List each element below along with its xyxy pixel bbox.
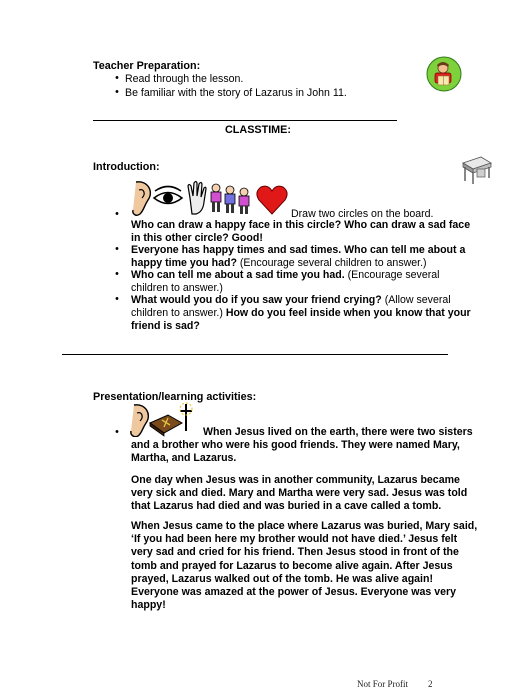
ear-icon (133, 182, 151, 215)
senses-icon-row (124, 178, 290, 218)
teacher-prep-item-2: Be familiar with the story of Lazarus in John 11. (125, 87, 347, 99)
page-number: 2 (428, 679, 433, 689)
intro-item-4 (131, 294, 477, 334)
intro-item-4-bold-b: How do you feel inside when you know that your friend is sad? (131, 307, 471, 333)
intro-item-3 (131, 269, 477, 295)
intro-item-3-plain: (Encourage several children to answer.) (131, 269, 440, 295)
separator-line (62, 354, 448, 355)
bullet: • (115, 293, 119, 305)
intro-item-2-plain: (Encourage several children to answer.) (239, 257, 427, 270)
reader-clipart-icon (426, 56, 462, 92)
intro-item-3-bold: Who can tell me about a sad time you had. (131, 269, 345, 281)
teacher-desk-icon (459, 153, 493, 185)
bullet: • (115, 426, 119, 438)
intro-item-2-bold: Everyone has happy times and sad times. Who can tell me about a happy time you had? (131, 244, 466, 270)
bullet: • (115, 268, 119, 280)
teacher-prep-item-1: Read through the lesson. (125, 73, 244, 85)
presentation-para-3: When Jesus came to the place where Lazarus was buried, Mary said, ‘If you had been here my brother would not have died.’ Jesus felt very sad and cried for his friend. Then Jesus stood in front of the tomb and prayed for Lazarus to become alive again. After Jesus prayed, Lazarus walked out of the tomb. He was alive again! Everyone was amazed at the power of Jesus. Everyone was very happy! (131, 520, 478, 612)
bullet: • (115, 72, 119, 84)
footer-text: Not For Profit (357, 679, 409, 689)
eye-icon (154, 187, 182, 204)
bullet: • (115, 86, 119, 98)
presentation-para-2: One day when Jesus was in another community, Lazarus became very sick and died. Mary and Martha were very sad. Jesus was told that Lazarus had died and was buried in a cave called a tomb. (131, 474, 468, 513)
teacher-prep-heading: Teacher Preparation: (93, 60, 201, 72)
intro-item-1-plain: Draw two circles on the board. (291, 208, 434, 220)
bullet: • (115, 208, 119, 220)
heart-icon (257, 186, 287, 214)
intro-item-2 (131, 244, 477, 270)
hand-icon (188, 182, 206, 215)
presentation-heading: Presentation/learning activities: (93, 391, 257, 403)
intro-item-4-bold-a: What would you do if you saw your friend crying? (131, 294, 382, 306)
separator-line (93, 120, 397, 121)
intro-item-4-plain: (Allow several children to answer.) (131, 294, 451, 320)
children-icon (211, 184, 249, 214)
bullet: • (115, 243, 119, 255)
intro-item-1-bold: Who can draw a happy face in this circle? Who can draw a sad face in this other circle? Good! (131, 219, 471, 245)
introduction-heading: Introduction: (93, 161, 160, 173)
classtime-heading: CLASSTIME: (225, 124, 291, 136)
presentation-lead: When Jesus lived on the earth, there were two sisters and a brother who were his good friends. They were named Mary, Martha, and Lazarus. (131, 426, 473, 465)
